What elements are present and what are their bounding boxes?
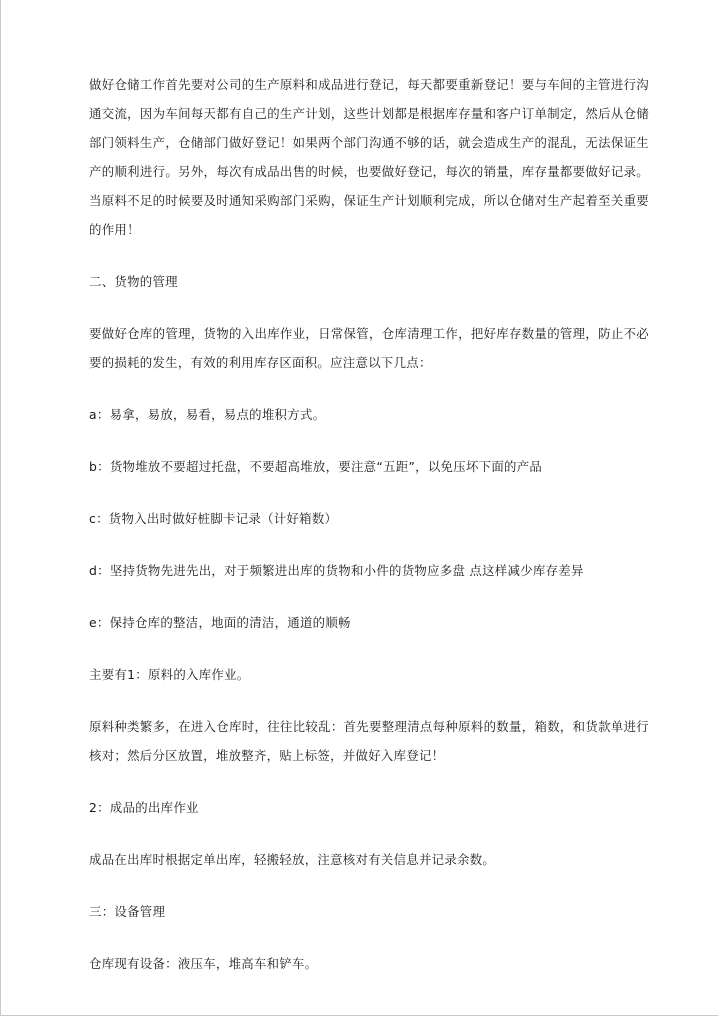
list-item-a: a：易拿，易放，易看，易点的堆积方式。: [89, 407, 326, 422]
subheading-product-outbound: 2：成品的出库作业: [89, 800, 199, 815]
section-heading-goods-management: 二、货物的管理: [89, 274, 178, 289]
paragraph-intro: 做好仓储工作首先要对公司的生产原料和成品进行登记，每天都要重新登记！要与车间的主管进行沟通交流，因为车间每天都有自己的生产计划，这些计划都是根据库存量和客户订单制定，然后从仓储部门领料生产，仓储部门做好登记！如果两个部门沟通不够的话，就会造成生产的混乱，无法保证生产的顺利进行。另外，每次有成品出售的时候，也要做好登记，每次的销量，库存量都要做好记录。当原料不足的时候要及时通知采购部门采购，保证生产计划顺利完成，所以仓储对生产起着至关重要的作用！: [89, 77, 649, 237]
list-item-c: c：货物入出时做好桩脚卡记录（计好箱数）: [89, 511, 338, 526]
paragraph-equipment: 仓库现有设备：液压车，堆高车和铲车。: [89, 956, 318, 971]
subheading-raw-material-inbound: 主要有1：原料的入库作业。: [89, 667, 250, 682]
paragraph-raw-material-inbound: 原料种类繁多，在进入仓库时，往往比较乱：首先要整理清点每种原料的数量，箱数，和货款单进行核对；然后分区放置，堆放整齐，贴上标签，并做好入库登记！: [89, 719, 649, 763]
list-item-e: e：保持仓库的整洁，地面的清洁，通道的顺畅: [89, 615, 351, 630]
document-body: [89, 70, 649, 1001]
list-item-d: d：坚持货物先进先出，对于频繁进出库的货物和小件的货物应多盘 点这样减少库存差异: [89, 563, 584, 578]
paragraph-goods-management: 要做好仓库的管理，货物的入出库作业，日常保管，仓库清理工作，把好库存数量的管理，防止不必要的损耗的发生，有效的利用库存区面积。应注意以下几点：: [89, 326, 649, 370]
paragraph-product-outbound: 成品在出库时根据定单出库，轻搬轻放，注意核对有关信息并记录余数。: [89, 852, 496, 867]
section-heading-equipment-management: 三：设备管理: [89, 904, 166, 919]
list-item-b: b：货物堆放不要超过托盘，不要超高堆放，要注意“五距”，以免压坏下面的产品: [89, 459, 543, 474]
